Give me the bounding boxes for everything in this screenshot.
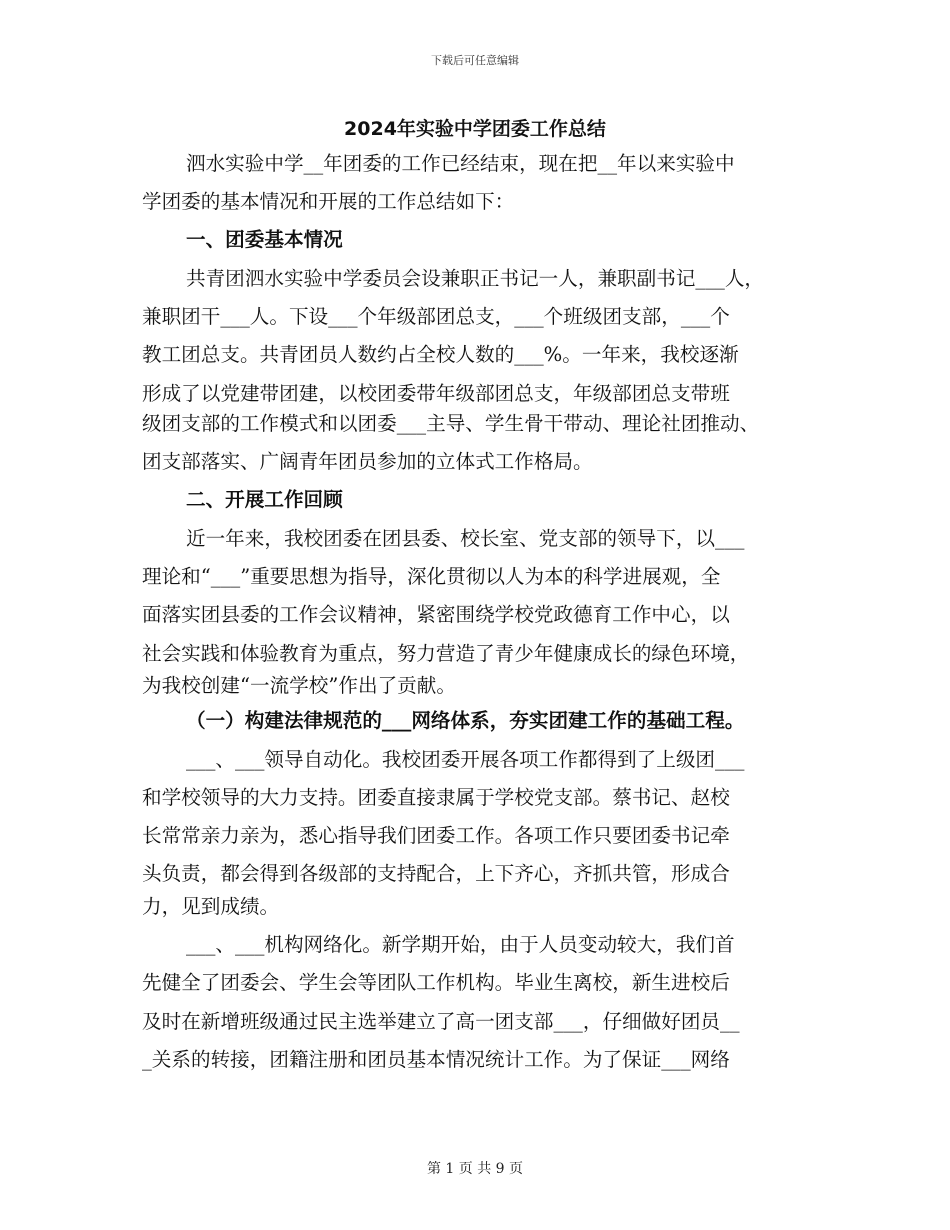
section-heading: 二、开展工作回顾 — [186, 488, 343, 511]
body-line: 团支部落实、广阔青年团员参加的立体式工作格局。 — [142, 450, 593, 473]
body-line: 理论和“___”重要思想为指导，深化贯彻以人为本的科学进展观，全 — [142, 565, 721, 588]
body-line: 为我校创建“一流学校”作出了贡献。 — [142, 674, 456, 697]
page-header: 下载后可任意编辑 — [431, 54, 519, 67]
body-line: 教工团总支。共青团员人数约占全校人数的___%。一年来，我校逐渐 — [142, 343, 739, 366]
body-line: 级团支部的工作模式和以团委___主导、学生骨干带动、理论社团推动、 — [142, 412, 760, 435]
document-title: 2024年实验中学团委工作总结 — [344, 118, 606, 140]
body-line: 面落实团县委的工作会议精神，紧密围绕学校党政德育工作中心，以 — [142, 603, 730, 626]
body-line: 力，见到成绩。 — [142, 895, 280, 918]
body-line: 先健全了团委会、学生会等团队工作机构。毕业生离校，新生进校后 — [142, 971, 730, 994]
body-line: 学团委的基本情况和开展的工作总结如下： — [142, 190, 515, 213]
body-line: 泗水实验中学__年团委的工作已经结束，现在把__年以来实验中 — [186, 152, 735, 175]
body-line: ___、___机构网络化。新学期开始，由于人员变动较大，我们首 — [186, 933, 735, 956]
page-footer: 第 1 页 共 9 页 — [426, 1161, 524, 1177]
body-line: 及时在新增班级通过民主选举建立了高一团支部___，仔细做好团员__ — [142, 1010, 740, 1033]
body-line: 共青团泗水实验中学委员会设兼职正书记一人，兼职副书记___人， — [186, 267, 765, 290]
body-line: 近一年来，我校团委在团县委、校长室、党支部的领导下，以___ — [186, 527, 745, 550]
section-heading: 一、团委基本情况 — [186, 228, 343, 251]
body-line: 长常常亲力亲为，悉心指导我们团委工作。各项工作只要团委书记牵 — [142, 824, 730, 847]
body-line: 和学校领导的大力支持。团委直接隶属于学校党支部。蔡书记、赵校 — [142, 786, 730, 809]
body-line: 头负责，都会得到各级部的支持配合，上下齐心，齐抓共管，形成合 — [142, 862, 730, 885]
body-line: 兼职团干___人。下设___个年级部团总支，___个班级团支部，___个 — [142, 305, 730, 328]
body-line: ___、___领导自动化。我校团委开展各项工作都得到了上级团___ — [186, 748, 745, 771]
body-line: 形成了以党建带团建，以校团委带年级部团总支，年级部团总支带班 — [142, 382, 730, 405]
body-line: 社会实践和体验教育为重点，努力营造了青少年健康成长的绿色环境， — [142, 642, 750, 665]
subsection-heading: （一）构建法律规范的___网络体系，夯实团建工作的基础工程。 — [186, 709, 745, 732]
body-line: _关系的转接，团籍注册和团员基本情况统计工作。为了保证___网络 — [142, 1048, 730, 1071]
